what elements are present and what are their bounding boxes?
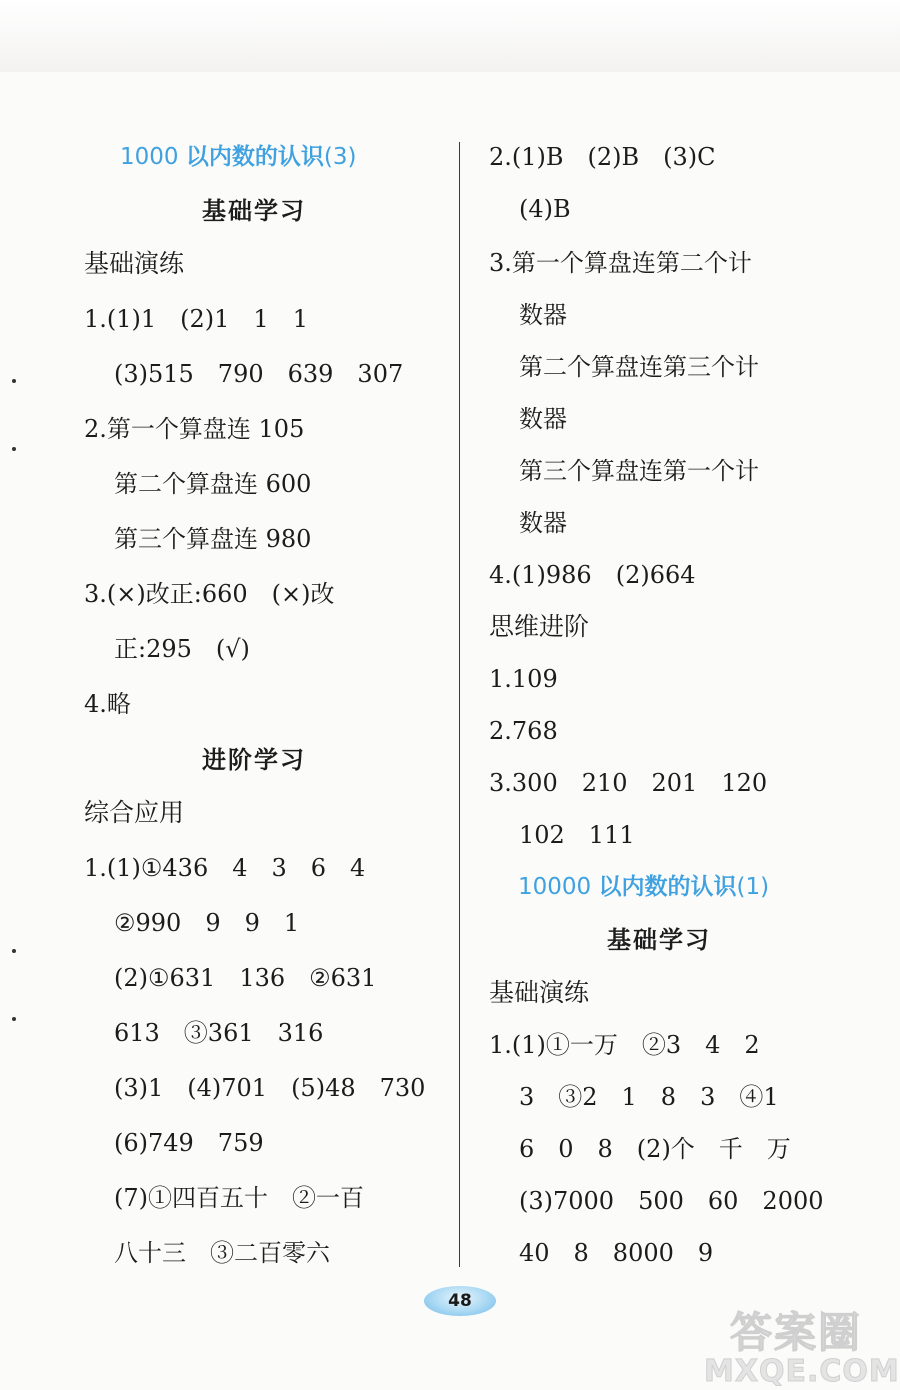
answer-line: 数器 bbox=[519, 405, 567, 433]
watermark-url: MXQE.COM bbox=[704, 1354, 900, 1389]
answer-line: 1.(1)1 (2)1 1 1 bbox=[84, 305, 308, 333]
answer-line: 正:295 (√) bbox=[114, 635, 250, 663]
section-title-left: 1000 以内数的认识(3) bbox=[120, 144, 357, 170]
answer-line: 2.第一个算盘连 105 bbox=[84, 415, 305, 443]
binding-dot bbox=[12, 949, 16, 953]
answer-line: 第三个算盘连 980 bbox=[114, 525, 312, 553]
answer-line: 6 0 8 (2)个 千 万 bbox=[519, 1135, 791, 1163]
page-number: 48 bbox=[424, 1286, 496, 1316]
answer-line: 2.768 bbox=[489, 717, 558, 745]
subheading-comprehensive-application: 综合应用 bbox=[84, 798, 185, 827]
answer-line: (6)749 759 bbox=[114, 1129, 264, 1157]
answer-line: 3 ③2 1 8 3 ④1 bbox=[519, 1083, 779, 1111]
answer-line: (3)7000 500 60 2000 bbox=[519, 1187, 824, 1215]
answer-line: 3.第一个算盘连第二个计 bbox=[489, 249, 752, 277]
answer-line: 3.300 210 201 120 bbox=[489, 769, 768, 797]
answer-line: 第三个算盘连第一个计 bbox=[519, 457, 759, 485]
heading-advanced-learning: 进阶学习 bbox=[202, 746, 306, 774]
binding-dot bbox=[12, 1017, 16, 1021]
answer-line: 1.109 bbox=[489, 665, 558, 693]
answer-line: 八十三 ③二百零六 bbox=[114, 1239, 330, 1267]
answer-line: 数器 bbox=[519, 509, 567, 537]
answer-line: 40 8 8000 9 bbox=[519, 1239, 714, 1267]
answer-line: 102 111 bbox=[519, 821, 635, 849]
answer-line: ②990 9 9 1 bbox=[114, 909, 300, 937]
answer-line: 1.(1)①一万 ②3 4 2 bbox=[489, 1031, 760, 1059]
answer-line: 613 ③361 316 bbox=[114, 1019, 324, 1047]
subheading-basic-drill: 基础演练 bbox=[84, 249, 185, 278]
heading-basic-learning: 基础学习 bbox=[202, 197, 306, 225]
watermark bbox=[700, 1300, 900, 1390]
answer-line: 4.(1)986 (2)664 bbox=[489, 561, 696, 589]
answer-line: (7)①四百五十 ②一百 bbox=[114, 1184, 364, 1212]
binding-dot bbox=[12, 379, 16, 383]
watermark-logo: 答案圈 bbox=[730, 1308, 863, 1357]
answer-line: (4)B bbox=[519, 195, 571, 223]
answer-line: (3)1 (4)701 (5)48 730 bbox=[114, 1074, 426, 1102]
answer-line: (3)515 790 639 307 bbox=[114, 360, 404, 388]
answer-line: 4.略 bbox=[84, 690, 131, 718]
answer-line: 3.(×)改正:660 (×)改 bbox=[84, 580, 335, 608]
answer-line: 第二个算盘连 600 bbox=[114, 470, 312, 498]
subheading-thinking-advance: 思维进阶 bbox=[489, 612, 590, 641]
column-divider bbox=[459, 142, 460, 1267]
answer-line: 1.(1)①436 4 3 6 4 bbox=[84, 854, 366, 882]
heading-basic-learning: 基础学习 bbox=[607, 926, 711, 954]
page-top-shade bbox=[0, 0, 900, 72]
answer-line: 2.(1)B (2)B (3)C bbox=[489, 143, 716, 171]
answer-line: 数器 bbox=[519, 301, 567, 329]
subheading-basic-drill: 基础演练 bbox=[489, 978, 590, 1007]
answer-line: 第二个算盘连第三个计 bbox=[519, 353, 759, 381]
section-title-right: 10000 以内数的认识(1) bbox=[518, 874, 770, 900]
answer-line: (2)①631 136 ②631 bbox=[114, 964, 377, 992]
binding-dot bbox=[12, 447, 16, 451]
